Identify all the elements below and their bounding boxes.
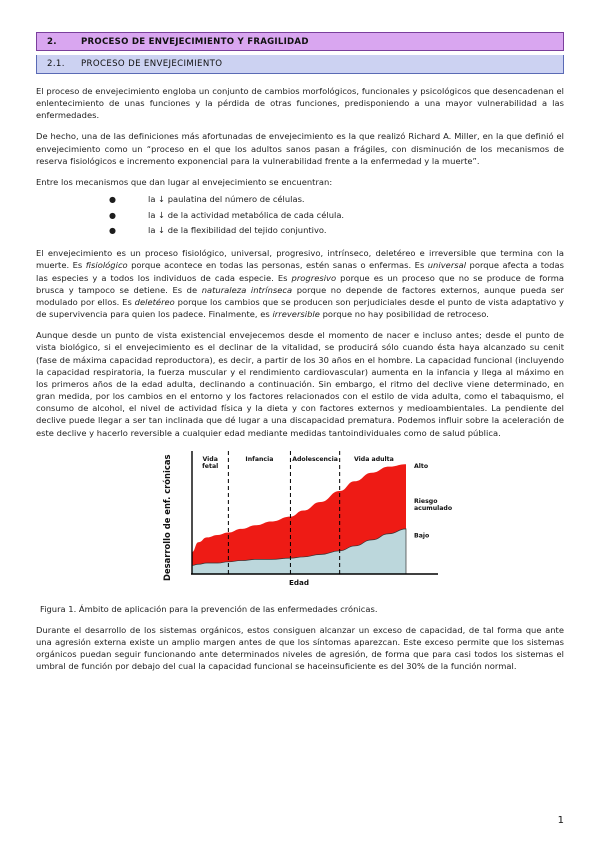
list-item-label: la ↓ de la actividad metabólica de cada célula.: [148, 209, 345, 220]
chart-stage-label-1: Infancia: [245, 455, 274, 463]
chart-legend-2: Bajo: [414, 532, 430, 540]
chapter-heading: [36, 32, 564, 51]
page-number: 1: [557, 815, 564, 826]
p4-seg-g: porque no hay posibilidad de retroceso.: [319, 309, 489, 320]
paragraph-5: Aunque desde un punto de vista existencial envejecemos desde el momento de nacer e incluso antes; desde el punto de vista biológico, si el envejecimiento es el declinar de la vitalidad, se producirá sólo cuando ésta haya alcanzado su cenit (fase de máxima capacidad reproductora), es decir, a partir de los 30 años en el hombre. La capacidad funcional (incluyendo la capacidad respiratoria, la fuerza muscular y el rendimiento cardiovascular) aumenta en la infancia y llega al máximo en los primeros años de la edad adulta, declinando a continuación. Sin embargo, el ritmo del declive viene determinado, en gran medida, por los cambios en el entorno y los factores relacionados con el estilo de vida adulta, como el tabaquismo, el consumo de alcohol, el nivel de actividad física y la dieta y con factores externos y medioambientales. La pendiente del declive puede llegar a ser tan inclinada que dé lugar a una discapacidad prematura. Podemos influir sobre la aceleración de este declive y hacerlo reversible a cualquier edad mediante medidas tantoindividuales como de salud pública.: [36, 330, 564, 438]
list-item-label: la ↓ de la flexibilidad del tejido conjuntivo.: [148, 224, 327, 235]
paragraph-4: [36, 247, 564, 320]
list-item: [36, 223, 564, 238]
chart-y-axis-label: Desarrollo de enf. crónicas: [162, 454, 172, 581]
chronic-disease-risk-chart: [162, 448, 462, 598]
page-content: [36, 32, 564, 681]
section-heading-title: PROCESO DE ENVEJECIMIENTO: [81, 59, 223, 69]
paragraph-6: Durante el desarrollo de los sistemas orgánicos, estos consiguen alcanzar un exceso de capacidad, de tal forma que ante una agresión externa existe un amplio margen antes de que los síntomas aparezcan. Este exceso permite que los sistemas orgánicos puedan seguir funcionando ante determinados niveles de agresión, de forma que para casi todos los sistemas el umbral de función por debajo del cual la capacidad funcional se haceinsuficiente es del 30% de la función normal.: [36, 624, 564, 672]
p4-italic-naturaleza-intrinseca: naturaleza intrínseca: [201, 284, 293, 295]
chart-x-axis-label: Edad: [288, 577, 310, 587]
p4-italic-deletereo: deletéreo: [134, 296, 175, 307]
chapter-heading-title: PROCESO DE ENVEJECIMIENTO Y FRAGILIDAD: [81, 36, 309, 47]
figure-1: [36, 448, 564, 600]
chart-stage-label-0: Vida: [202, 455, 218, 463]
p4-italic-progresivo: progresivo: [291, 272, 337, 283]
paragraph-1: El proceso de envejecimiento engloba un conjunto de cambios morfológicos, funcionales y psicológicos que desencadenan el enlentecimiento de unas funciones y la pérdida de otras funciones, predisponiendo a una mayor vulnerabilidad a las enfermedades.: [36, 86, 564, 121]
list-item: [36, 208, 564, 223]
p4-seg-d: porque es un proceso que no se produce de forma brusca y tampoco se detiene. Es de: [36, 272, 564, 295]
list-item: [36, 192, 564, 207]
section-heading-number: 2.1.: [47, 59, 65, 69]
p4-italic-universal: universal: [427, 260, 467, 271]
p4-seg-b: porque acontece en todas las personas, estén sanas o enfermas. Es: [127, 260, 428, 271]
figure-caption: Figura 1. Ámbito de aplicación para la prevención de las enfermedades crónicas.: [40, 603, 378, 614]
p4-seg-e: porque no depende de factores externos, aunque pueda ser modulado por ellos. Es: [36, 284, 564, 307]
bullet-dot-icon: ●: [109, 210, 116, 220]
list-item-label: la ↓ paulatina del número de células.: [148, 194, 305, 205]
chart-legend-0: Alto: [414, 462, 429, 470]
p4-italic-irreversible: irreversible: [272, 309, 320, 320]
paragraph-2: De hecho, una de las definiciones más afortunadas de envejecimiento es la que realizó Richard A. Miller, en la que definió el envejecimiento como un “proceso en el que los adultos sanos pasan a frágiles, con disminución de los mecanismos de reserva fisiológicos e incremento exponencial para la vulnerabilidad frente a la enfermedad y la muerte”.: [36, 131, 564, 166]
chart-stage-label-2: Adolescencia: [292, 455, 338, 463]
mechanisms-list: [36, 192, 564, 238]
bullet-dot-icon: ●: [109, 195, 116, 205]
chart-legend-1: Riesgo: [414, 497, 438, 505]
chart-stage-label-0b: fetal: [202, 462, 219, 470]
p4-seg-f: porque los cambios que se producen son perjudiciales desde el punto de vista adaptativo y de supervivencia para quien los padece. Finalmente, es: [36, 296, 564, 320]
p4-seg-c: porque afecta a todas las especies y a todos los individuos de cada especie. Es: [36, 260, 564, 283]
chart-legend-1: acumulado: [414, 504, 453, 512]
chapter-heading-number: 2.: [47, 36, 57, 47]
p4-italic-fisiologico: fisiológico: [85, 260, 128, 271]
p4-seg-a: El envejecimiento es un proceso fisiológico, universal, progresivo, intrínseco, deletéreo e irreversible que termina con la muerte. Es: [36, 248, 564, 271]
bullet-dot-icon: ●: [109, 225, 116, 235]
bullets-intro: Entre los mecanismos que dan lugar al envejecimiento se encuentran:: [36, 176, 333, 187]
chart-stage-label-3: Vida adulta: [353, 455, 394, 463]
section-heading: [36, 55, 564, 74]
